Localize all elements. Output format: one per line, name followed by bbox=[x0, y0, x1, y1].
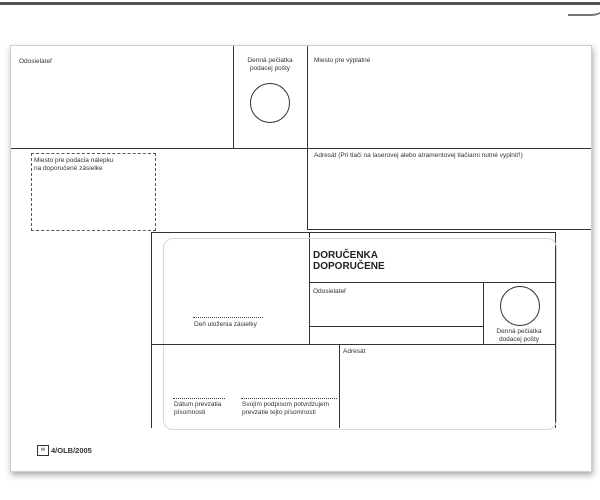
signature-line bbox=[241, 398, 337, 399]
divider-line bbox=[307, 46, 308, 148]
signature-label: Svojím podpisom potvrdzujem prevzatie tejto písomnosti bbox=[242, 401, 330, 416]
deposit-date-label: Deň uloženia zásielky bbox=[194, 321, 257, 328]
top-edge-line bbox=[0, 2, 600, 5]
posting-stamp-circle bbox=[250, 83, 290, 123]
receipt-title: DORUČENKA bbox=[313, 250, 378, 261]
divider-line bbox=[307, 148, 308, 229]
top-edge-curve bbox=[568, 0, 600, 16]
deposit-date-line bbox=[193, 317, 263, 318]
divider-line bbox=[307, 229, 591, 230]
posting-stamp-label: Denná pečiatka podacej pošty bbox=[247, 57, 293, 72]
divider-line bbox=[151, 232, 152, 428]
divider-line bbox=[309, 282, 555, 283]
form-code: 4/OLB/2005 bbox=[51, 446, 92, 455]
sticker-label: Miesto pre podacia nálepku na doporučené zásielke bbox=[34, 157, 114, 172]
divider-line bbox=[151, 232, 555, 233]
addressee-label: Adresát (Pri tlači na laserovej alebo atramentovej tlačiarni nutné vyplniť!) bbox=[314, 152, 523, 159]
divider-line bbox=[309, 326, 483, 327]
divider-line bbox=[339, 344, 340, 428]
delivery-stamp-circle bbox=[500, 286, 540, 326]
receipt-addressee-label: Adresát bbox=[343, 348, 366, 355]
post-logo-icon: ✉ bbox=[37, 445, 49, 456]
receipt-sender-label: Odosielateľ bbox=[313, 288, 346, 295]
sender-label: Odosielateľ bbox=[19, 58, 52, 65]
divider-line bbox=[151, 344, 555, 345]
receipt-subtitle: DOPORUČENE bbox=[313, 261, 385, 272]
pickup-date-line bbox=[173, 398, 225, 399]
divider-line bbox=[11, 148, 591, 149]
pickup-date-label: Dátum prevzatia písomnosti bbox=[174, 401, 222, 416]
postage-place-label: Miesto pre výplatné bbox=[314, 57, 371, 64]
envelope-form bbox=[10, 45, 592, 472]
delivery-stamp-label: Denná pečiatka dodacej pošty bbox=[496, 328, 542, 343]
